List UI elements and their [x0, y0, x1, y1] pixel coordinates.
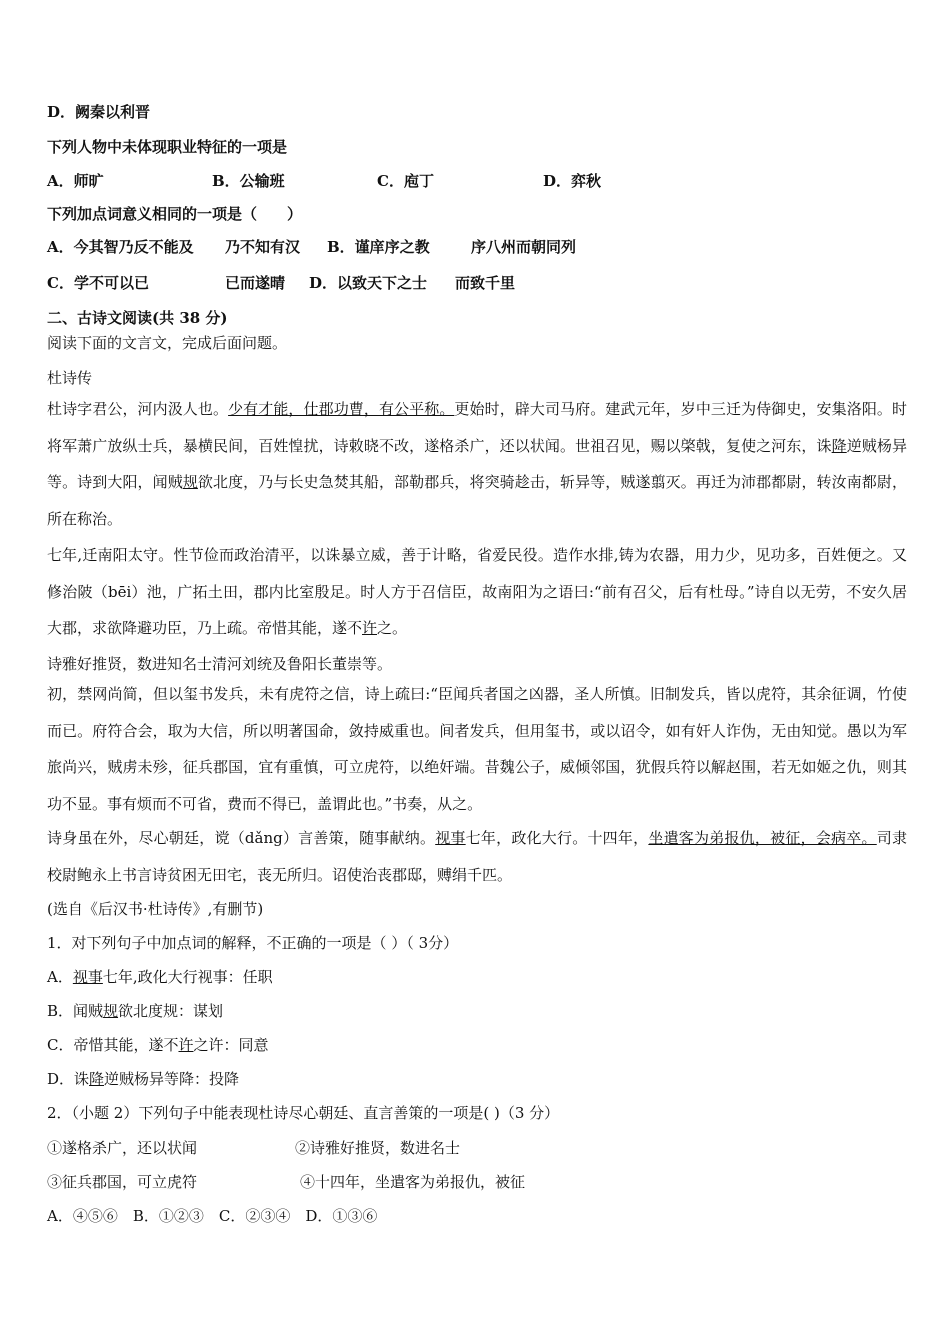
q1-d-prefix: D．诛 [47, 1070, 90, 1088]
profession-option-c: C．庖丁 [377, 172, 434, 190]
p1-marked-word-gui: 规 [182, 473, 198, 491]
p1-text-c: 逆贼杨异等。诗到大阳，闻贼 [47, 436, 907, 491]
p5-underlined-sentence: 坐遣客为弟报仇，被征，会病卒。 [648, 829, 877, 847]
passage-paragraph-5 [47, 820, 907, 893]
dotted-option-c-second: 已而遂晴 [225, 274, 286, 292]
q2-item-1: ①遂格杀广，还以状闻 [47, 1139, 198, 1157]
profession-option-b: B．公输班 [212, 172, 285, 190]
p2-marked-word-xu: 许 [362, 619, 378, 637]
q1-d-marked-word: 降 [89, 1070, 105, 1088]
q1-d-suffix: 逆贼杨异等降：投降 [104, 1070, 240, 1088]
dotted-option-a-second: 乃不知有汉 [225, 238, 301, 256]
p1-text-b: 更始时，辟大司马府。建武元年，岁中三迁为侍御史，安集洛阳。时将军萧广放纵士兵，暴横民间，百姓惶扰，诗敕晓不改，遂格杀广，还以状闻。世祖召见，赐以棨戟，复使之河东，诛 [47, 400, 907, 455]
q1-c-suffix: 之许：同意 [193, 1036, 269, 1054]
p1-text-d: 欲北度，乃与长史急焚其船，部勒郡兵，将突骑趁击，斩异等，贼遂翦灭。再迁为沛郡都尉，转汝南都尉，所在称治。 [47, 473, 907, 528]
q2-stem: 2．（小题 2）下列句子中能表现杜诗尽心朝廷、直言善策的一项是( )（3 分） [47, 1104, 560, 1122]
passage-title: 杜诗传 [47, 369, 93, 387]
profession-option-a: A．师旷 [47, 172, 104, 190]
dotted-option-c-first: C．学不可以已 [47, 274, 149, 292]
p2-text-a: 七年,迁南阳太守。性节俭而政治清平，以诛暴立威，善于计略，省爱民役。造作水排,铸为农器，用力少，见功多，百姓便之。又修治陂（bēi）池，广拓土田，郡内比室殷足。时人方于召信臣，故南阳为之语曰:“前有召父，后有杜母。”诗自以无劳，不安久居大郡，求欲降避功臣，乃上疏。帝惜其能，遂不 [47, 546, 907, 637]
profession-options [47, 171, 927, 191]
dotted-option-b-first: B．谨庠序之教 [327, 238, 430, 256]
option-d-line: D．阙秦以利晋 [47, 103, 151, 121]
dotted-option-b-second: 序八州而朝同列 [471, 238, 577, 256]
p1-text-a: 杜诗字君公，河内汲人也。 [47, 400, 229, 418]
q1-stem: 1．对下列句子中加点词的解释，不正确的一项是（ ）（ 3分） [47, 934, 459, 952]
q1-b-marked-word: 规 [103, 1002, 119, 1020]
dotted-option-d-second: 而致千里 [455, 274, 516, 292]
q2-item-3: ③征兵郡国，可立虎符 [47, 1173, 198, 1191]
p5-text-c: 司隶校尉鲍永上书言诗贫困无田宅，丧无所归。诏使治丧郡邸，赙绢千匹。 [47, 829, 907, 884]
q1-a-prefix: A． [47, 968, 73, 986]
question-dotted-words: 下列加点词意义相同的一项是（ ） [47, 205, 303, 223]
q1-a-marked-word: 视事 [72, 968, 103, 986]
passage-paragraph-3: 诗雅好推贤，数进知名士清河刘统及鲁阳长董崇等。 [47, 655, 393, 673]
q2-items-row-1 [47, 1138, 907, 1158]
q2-item-2: ②诗雅好推贤，数进名士 [295, 1139, 461, 1157]
reading-instruction: 阅读下面的文言文，完成后面问题。 [47, 334, 288, 352]
q1-b-suffix: 欲北度规：谋划 [118, 1002, 224, 1020]
dotted-option-d-first: D．以致天下之士 [309, 274, 428, 292]
passage-paragraph-1 [47, 391, 907, 537]
dotted-option-a-first: A．今其智乃反不能及 [47, 238, 194, 256]
q2-options: A．④⑤⑥ B．①②③ C．②③④ D．①③⑥ [47, 1207, 378, 1225]
q1-c-prefix: C．帝惜其能，遂不 [47, 1036, 179, 1054]
passage-paragraph-2 [47, 537, 907, 647]
q2-items-row-2 [47, 1172, 907, 1192]
q1-a-suffix: 七年,政化大行视事：任职 [102, 968, 273, 986]
dotted-options-cd [47, 273, 927, 293]
question-profession: 下列人物中未体现职业特征的一项是 [47, 138, 288, 156]
q1-c-marked-word: 许 [178, 1036, 194, 1054]
p5-text-b: 七年，政化大行。十四年， [465, 829, 649, 847]
p2-text-b: 之。 [377, 619, 408, 637]
q1-option-c [47, 1035, 269, 1055]
p1-marked-word-jiang: 降 [831, 436, 847, 455]
passage-source: (选自《后汉书·杜诗传》,有删节) [47, 900, 264, 918]
p5-text-a: 诗身虽在外，尽心朝廷，谠（dǎng）言善策，随事献纳。 [47, 829, 436, 847]
q1-option-a [47, 967, 273, 987]
section-title: 二、古诗文阅读(共 38 分) [47, 309, 228, 327]
p1-underlined-sentence: 少有才能，仕郡功曹，有公平称。 [228, 400, 455, 418]
passage-paragraph-4: 初，禁网尚简，但以玺书发兵，未有虎符之信，诗上疏曰:“臣闻兵者国之凶器，圣人所慎。旧制发兵，皆以虎符，其余征调，竹使而已。府符合会，取为大信，所以明著国命，敛持威重也。间者发兵，但用玺书，或以诏令，如有奸人诈伪，无由知觉。愚以为军旅尚兴，贼虏未殄，征兵郡国，宜有重慎，可立虎符，以绝奸端。昔魏公子，威倾邻国，犹假兵符以解赵围，若无如姬之仇，则其功不显。事有烦而不可省，费而不得已，盖谓此也。”书奏，从之。 [47, 685, 907, 813]
q1-option-b [47, 1001, 223, 1021]
dotted-options-ab [47, 237, 927, 257]
q1-b-prefix: B．闻贼 [47, 1002, 104, 1020]
q1-option-d [47, 1069, 239, 1089]
profession-option-d: D．弈秋 [543, 172, 602, 190]
p5-marked-word-shishi: 视事 [435, 829, 466, 847]
q2-item-4: ④十四年，坐遣客为弟报仇，被征 [300, 1173, 526, 1191]
